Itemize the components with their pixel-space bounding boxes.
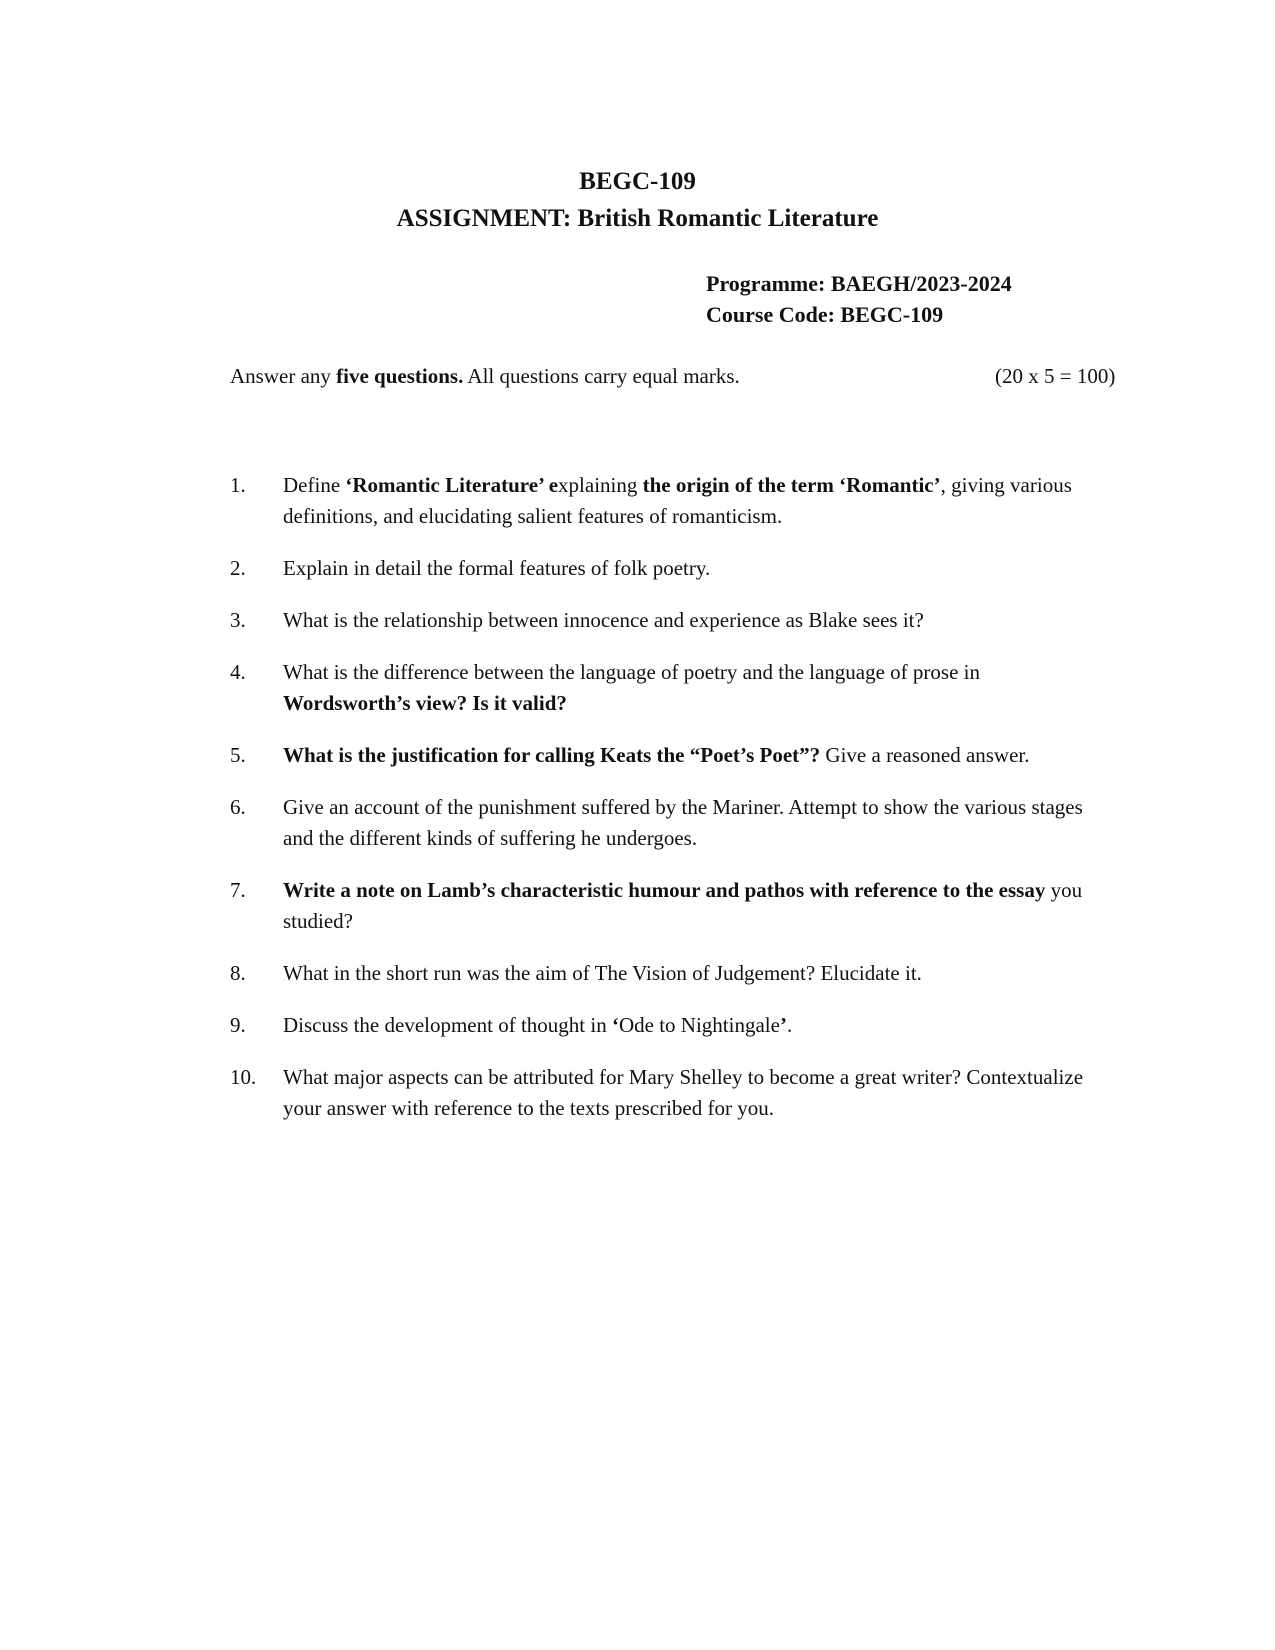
question-number: 9. [230, 1013, 246, 1037]
question-text [283, 875, 1083, 937]
question-text-part: , giving various definitions, and elucidating salient features of romanticism. [283, 473, 1072, 528]
instructions-bold: five questions. [336, 364, 464, 388]
instructions-prefix: Answer any [230, 364, 337, 388]
question-text-bold: Write a note on Lamb’s characteristic humour and pathos with reference to the essay [283, 878, 1046, 902]
question-text-bold: ‘Romantic Literature’ e [345, 473, 559, 497]
assignment-title: ASSIGNMENT: British Romantic Literature [396, 205, 879, 232]
question-text-part: xplaining [558, 473, 643, 497]
question-text-part: What major aspects can be attributed for Mary Shelley to become a great writer? Contextualize your answer with reference to the texts prescribed for you. [283, 1065, 1084, 1120]
question-number: 8. [230, 961, 246, 985]
question-text-bold: ‘ [611, 1013, 619, 1037]
marks-distribution: (20 x 5 = 100) [995, 364, 1116, 388]
question-text [283, 657, 1083, 719]
course-code-title: BEGC-109 [579, 168, 696, 195]
question-number: 3. [230, 608, 246, 632]
question-text-part: What in the short run was the aim of The Vision of Judgement? Elucidate it. [283, 961, 922, 985]
question-text [283, 958, 1083, 989]
question-text-part: Ode to Nightingale [618, 1013, 780, 1037]
question-text-part: What is the difference between the language of poetry and the language of prose in [283, 660, 980, 684]
question-number: 2. [230, 556, 246, 580]
question-number: 6. [230, 795, 246, 819]
instructions-suffix: All questions carry equal marks. [463, 364, 740, 388]
question-text-part: . [786, 1013, 793, 1037]
question-text [283, 792, 1083, 854]
question-number: 1. [230, 473, 246, 497]
question-text-bold: What is the justification for calling Keats the “Poet’s Poet”? [283, 743, 821, 767]
question-text-part: Discuss the development of thought in [283, 1013, 612, 1037]
question-text [283, 1062, 1083, 1124]
question-text-part: you studied? [283, 878, 1083, 933]
question-text [283, 470, 1083, 532]
question-text [283, 740, 1083, 771]
question-text-part: What is the relationship between innocence and experience as Blake sees it? [283, 608, 924, 632]
programme-line: Programme: BAEGH/2023-2024 [706, 271, 1012, 296]
question-text [283, 1010, 1083, 1041]
question-number: 5. [230, 743, 246, 767]
question-text-bold: the origin of the term ‘Romantic’ [642, 473, 941, 497]
course-code-line: Course Code: BEGC-109 [706, 302, 944, 327]
question-text-bold: ’ [779, 1013, 787, 1037]
question-number: 10. [230, 1065, 257, 1089]
question-number: 7. [230, 878, 246, 902]
question-text-part: Give a reasoned answer. [820, 743, 1030, 767]
question-text-bold: Wordsworth’s view? Is it valid? [283, 691, 567, 715]
question-text [283, 553, 1083, 584]
question-text-part: Define [283, 473, 346, 497]
question-text-part: Explain in detail the formal features of folk poetry. [283, 556, 711, 580]
question-number: 4. [230, 660, 246, 684]
question-text-part: Give an account of the punishment suffered by the Mariner. Attempt to show the various stages and the different kinds of suffering he undergoes. [283, 795, 1083, 850]
question-text [283, 605, 1083, 636]
instructions [230, 362, 740, 390]
